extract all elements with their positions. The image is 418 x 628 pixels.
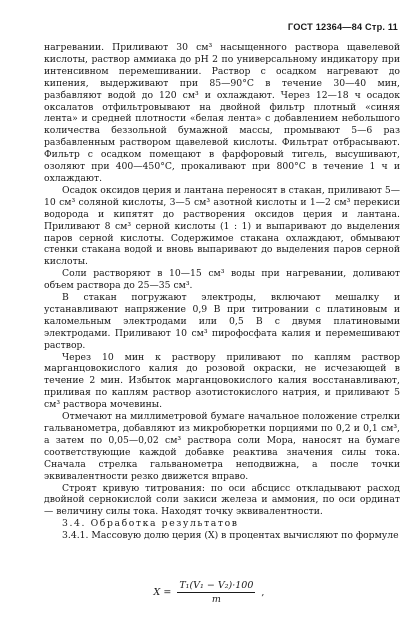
paragraph: Отмечают на миллиметровой бумаге начальное положение стрелки гальванометра, добавляют из микробюретки порциями по 0,2 и 0,1 см³, а затем по 0,05—0,02 см³ раствора соли Мора, наносят на бумаге соответствующие каждой добавке реактива значения силы тока. Сначала стрелка гальванометра неподвижна, а после точки эквивалентности резко движется вправо.: [44, 411, 400, 482]
paragraph: Осадок оксидов церия и лантана переносят в стакан, приливают 5—10 см³ соляной кислоты, 3—5 см³ азотной кислоты и 1—2 см³ перекиси водорода и кипятят до растворения оксидов церия и лантана. Приливают 8 см³ серной кислоты (1 : 1) и выпаривают до выделения паров серной кислоты. Содержимое стакана охлаждают, обмывают стенки стакана водой и вновь выпаривают до выделения паров серной кислоты.: [44, 184, 400, 268]
formula-tail: ,: [261, 587, 265, 598]
paragraph: нагревании. Приливают 30 см³ насыщенного раствора щавелевой кислоты, раствор аммиака до pH 2 по универсальному индикатору при интенсивном перемешивании. Раствор с осадком нагревают до кипения, выдерживают при 85—90°С в течение 30—40 мин, разбавляют водой до 120 см³ и охлаждают. Через 12—18 ч осадок оксалатов отфильтровывают на двойной фильтр плотный «синяя лента» и средней плотности «белая лента» с добавлением небольшого количества беззольной бумажной массы, промывают 5—6 раз разбавленным раствором щавелевой кислоты. Фильтрат отбрасывают. Фильтр с осадком помещают в фарфоровый тигель, высушивают, озоляют при 400—450°С, прокаливают при 800°С в течение 1 ч и охлаждают.: [44, 42, 400, 184]
paragraph: Строят кривую титрования: по оси абсцисс откладывают расход двойной сернокислой соли закиси железа и аммония, по оси ординат — величину силы тока. Находят точку эквивалентности.: [44, 482, 400, 518]
formula-denominator: m: [211, 594, 221, 605]
formula-fraction: [177, 580, 255, 605]
section-text: 3.4.1. Массовую долю церия (X) в процентах вычисляют по формуле: [62, 530, 399, 542]
paragraph: В стакан погружают электроды, включают мешалку и устанавливают напряжение 0,9 В при титровании с платиновым и каломельным электродами или 0,5 В с двумя платиновыми электродами. Приливают 10 см³ пирофосфата калия и перемешивают раствор.: [44, 292, 400, 351]
document-body: [44, 42, 400, 542]
page-header: ГОСТ 12364—84 Стр. 11: [287, 22, 398, 32]
formula-lhs: X =: [153, 587, 172, 598]
paragraph: Соли растворяют в 10—15 см³ воды при нагревании, доливают объем раствора до 25—35 см³.: [44, 268, 400, 292]
section-title: 3.4. Обработка результатов: [62, 518, 239, 530]
formula-numerator: T₁(V₁ − V₂)·100: [179, 580, 254, 591]
paragraph: Через 10 мин к раствору приливают по каплям раствор марганцовокислого калия до розовой окраски, не исчезающей в течение 2 мин. Избыток марганцовокислого калия восстанавливают, приливая по каплям раствор азотистокислого натрия, и приливают 5 см³ раствора мочевины.: [44, 351, 400, 411]
formula: [0, 580, 418, 605]
